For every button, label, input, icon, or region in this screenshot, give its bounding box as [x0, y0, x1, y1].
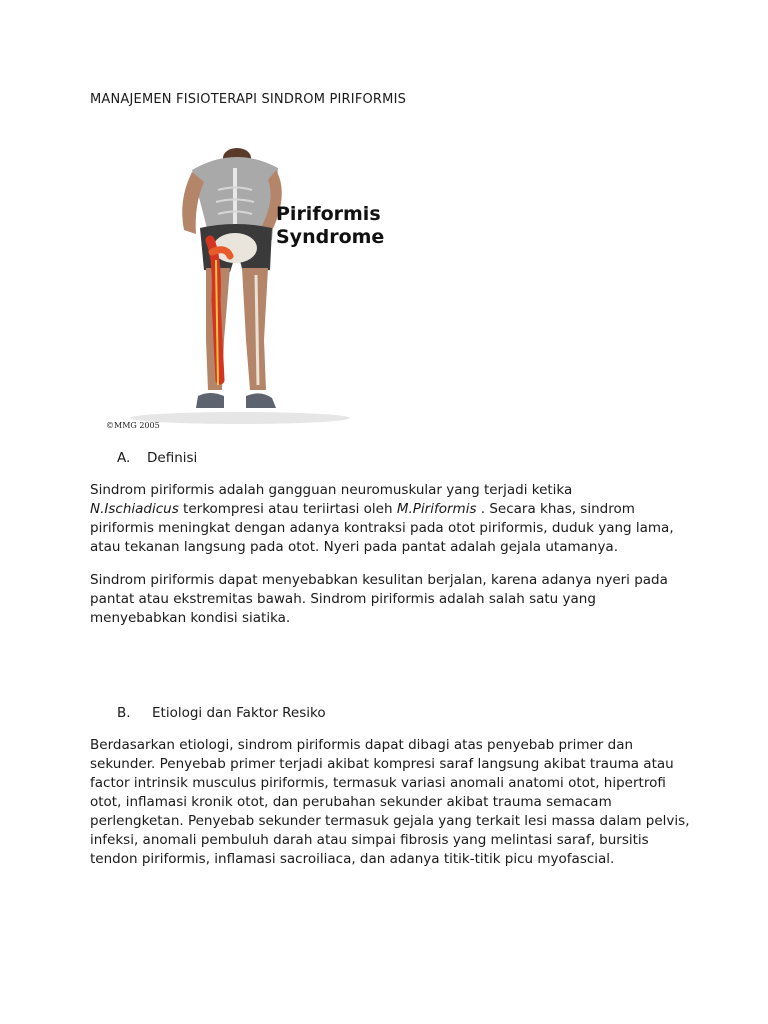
figure-label-line-1: Piriformis	[276, 203, 381, 225]
figure-label-line-2: Syndrome	[276, 226, 385, 248]
text-run: terkompresi atau teriirtasi oleh	[178, 501, 397, 517]
section-b-heading	[117, 705, 326, 721]
document-title: MANAJEMEN FISIOTERAPI SINDROM PIRIFORMIS	[90, 92, 407, 107]
section-b-letter: B.	[117, 705, 131, 721]
section-a-paragraph-1	[90, 481, 690, 557]
italic-term: M.Piriformis	[396, 501, 477, 517]
section-a-letter: A.	[117, 450, 131, 466]
section-a-paragraph-2: Sindrom piriformis dapat menyebabkan kesulitan berjalan, karena adanya nyeri pada pantat atau ekstremitas bawah. Sindrom piriformis adalah salah satu yang menyebabkan kondisi siatika.	[90, 572, 668, 626]
section-b-paragraph-1: Berdasarkan etiologi, sindrom piriformis dapat dibagi atas penyebab primer dan sekunder. Penyebab primer terjadi akibat kompresi saraf langsung akibat trauma atau factor intrinsik musculus piriformis, termasuk variasi anomali anatomi otot, hipertrofi otot, inflamasi kronik otot, dan perubahan sekunder akibat trauma semacam perlengketan. Penyebab sekunder termasuk gejala yang terkait lesi massa dalam pelvis, infeksi, anomali pembuluh darah atau simpai fibrosis yang melintasi saraf, bursitis tendon piriformis, inflamasi sacroiliaca, dan adanya titik-titik picu myofascial.	[90, 737, 690, 867]
piriformis-figure	[100, 140, 400, 440]
text-run: Sindrom piriformis adalah gangguan neuromuskular yang terjadi ketika	[90, 482, 573, 498]
section-b-title: Etiologi dan Faktor Resiko	[152, 705, 326, 721]
section-a-heading	[117, 450, 197, 466]
section-a-title: Definisi	[147, 450, 198, 466]
figure-credit: ©MMG 2005	[106, 421, 160, 430]
text-run: . Secara khas, sindrom piriformis meningkat dengan adanya kontraksi pada otot piriformis, duduk yang lama, atau tekanan langsung pada otot. Nyeri pada pantat adalah gejala utamanya.	[90, 501, 674, 555]
italic-term: N.Ischiadicus	[90, 501, 179, 517]
anatomy-illustration-icon	[100, 140, 400, 440]
